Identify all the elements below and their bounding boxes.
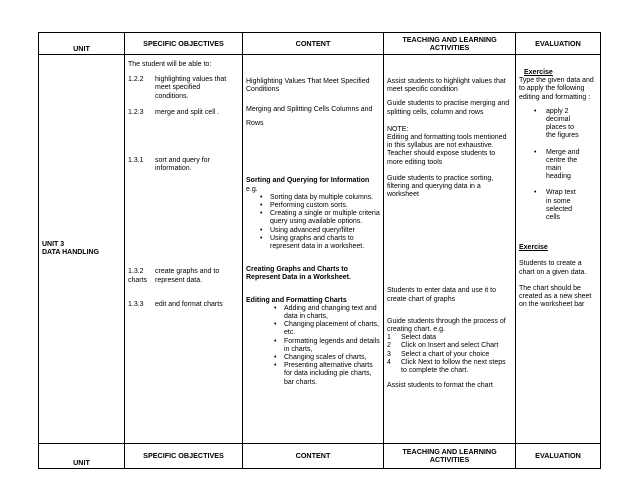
list-item: • Creating a single or multiple criteria query using available options.	[257, 210, 380, 226]
unit-number: UNIT 3	[42, 240, 65, 248]
activity-sort: Guide students to practice sorting, filtering and querying data in a worksheet	[387, 174, 494, 199]
evaluation-cell	[516, 55, 601, 444]
list-item: • Merge and centre the main heading	[519, 149, 597, 182]
unit-title: DATA HANDLING	[42, 249, 100, 256]
objectives-intro: The student will be able to:	[128, 61, 212, 68]
content-sort-eg: e.g.	[246, 185, 258, 193]
body-row	[39, 55, 601, 444]
activity-graphs: Students to enter data and use it to create chart of graphs	[387, 287, 496, 303]
step-item: 1 Select data	[387, 334, 437, 342]
list-item: • Using advanced query/filter	[257, 227, 380, 235]
objective-item: 1.3.1 sort and query for information.	[128, 157, 210, 173]
objective-item: 1.3.2 charts create graphs and to represent data.	[128, 268, 220, 284]
header-activities: TEACHING AND LEARNING ACTIVITIES	[384, 33, 516, 55]
exercise-2-label: Exercise	[519, 244, 548, 252]
list-item: • Formatting legends and details in charts,	[271, 338, 380, 354]
content-graphs-title: Creating Graphs and Charts to Represent Data in a Worksheet.	[246, 266, 351, 282]
exercise-2-text: Students to create a chart on a given data.	[519, 260, 587, 276]
activity-highlight: Assist students to highlight values that meet specific condition	[387, 78, 506, 94]
list-item: • Changing scales of charts,	[271, 354, 380, 362]
step-item: 2 Click on Insert and select Chart	[387, 342, 499, 350]
activity-merge: Guide students to practise merging and splitting cells, column and rows	[387, 100, 510, 116]
exercise-1-list	[519, 108, 597, 222]
footer-activities: TEACHING AND LEARNING ACTIVITIES	[384, 444, 516, 469]
header-unit: UNIT	[39, 33, 125, 55]
step-item: 3 Select a chart of your choice	[387, 350, 490, 358]
content-cell	[243, 55, 384, 444]
activity-chart-process: Guide students through the process of creating chart. e.g.	[387, 317, 506, 334]
footer-content: CONTENT	[243, 444, 384, 469]
objective-item: 1.3.3 edit and format charts	[128, 300, 223, 308]
exercise-2-text2: The chart should be created as a new sheet on the worksheet bar	[519, 284, 592, 309]
header-row	[39, 33, 601, 55]
list-item: • Performing custom sorts.	[257, 202, 380, 210]
exercise-1-text: Type the given data and to apply the following editing and formatting :	[519, 77, 594, 101]
activities-cell	[384, 55, 516, 444]
footer-header-table	[38, 443, 601, 469]
list-item: • Using graphs and charts to represent data in a worksheet.	[257, 235, 380, 251]
footer-objectives: SPECIFIC OBJECTIVES	[125, 444, 243, 469]
objective-item: 1.2.2 highlighting values that meet specified conditions.	[128, 76, 227, 100]
list-item: • Sorting data by multiple columns.	[257, 194, 380, 202]
list-item: • Presenting alternative charts for data including pie charts, bar charts.	[271, 362, 380, 387]
activity-format: Assist students to format the chart	[387, 382, 493, 390]
step-item: 4 Click Next to follow the next steps to complete the chart.	[387, 358, 506, 375]
header-evaluation: EVALUATION	[516, 33, 601, 55]
list-item: • Wrap text in some selected cells	[519, 189, 597, 222]
note-text: Editing and formatting tools mentioned in this syllabus are not exhaustive. Teacher should expose students to more editing tools	[387, 134, 507, 166]
content-highlight: Highlighting Values That Meet Specified Conditions	[246, 78, 370, 94]
list-item: • apply 2 decimal places to the figures	[519, 108, 597, 141]
note-label: NOTE:	[387, 125, 409, 133]
footer-header-row	[39, 444, 601, 469]
footer-evaluation: EVALUATION	[516, 444, 601, 469]
content-sort-title: Sorting and Querying for Information	[246, 177, 370, 185]
list-item: • Changing placement of charts, etc.	[271, 321, 380, 337]
sort-list	[246, 194, 380, 251]
unit-cell	[39, 55, 125, 444]
objectives-cell	[125, 55, 243, 444]
list-item: • Adding and changing text and data in charts,	[271, 305, 380, 321]
header-content: CONTENT	[243, 33, 384, 55]
header-objectives: SPECIFIC OBJECTIVES	[125, 33, 243, 55]
edit-list	[260, 305, 380, 387]
content-merge: Merging and Splitting Cells Columns and Rows	[246, 106, 373, 128]
syllabus-table	[38, 32, 601, 444]
exercise-1-label: Exercise	[524, 69, 553, 76]
footer-unit: UNIT	[39, 444, 125, 469]
objective-item: 1.2.3 merge and split cell .	[128, 108, 220, 116]
content-edit-title: Editing and Formatting Charts	[246, 296, 347, 304]
